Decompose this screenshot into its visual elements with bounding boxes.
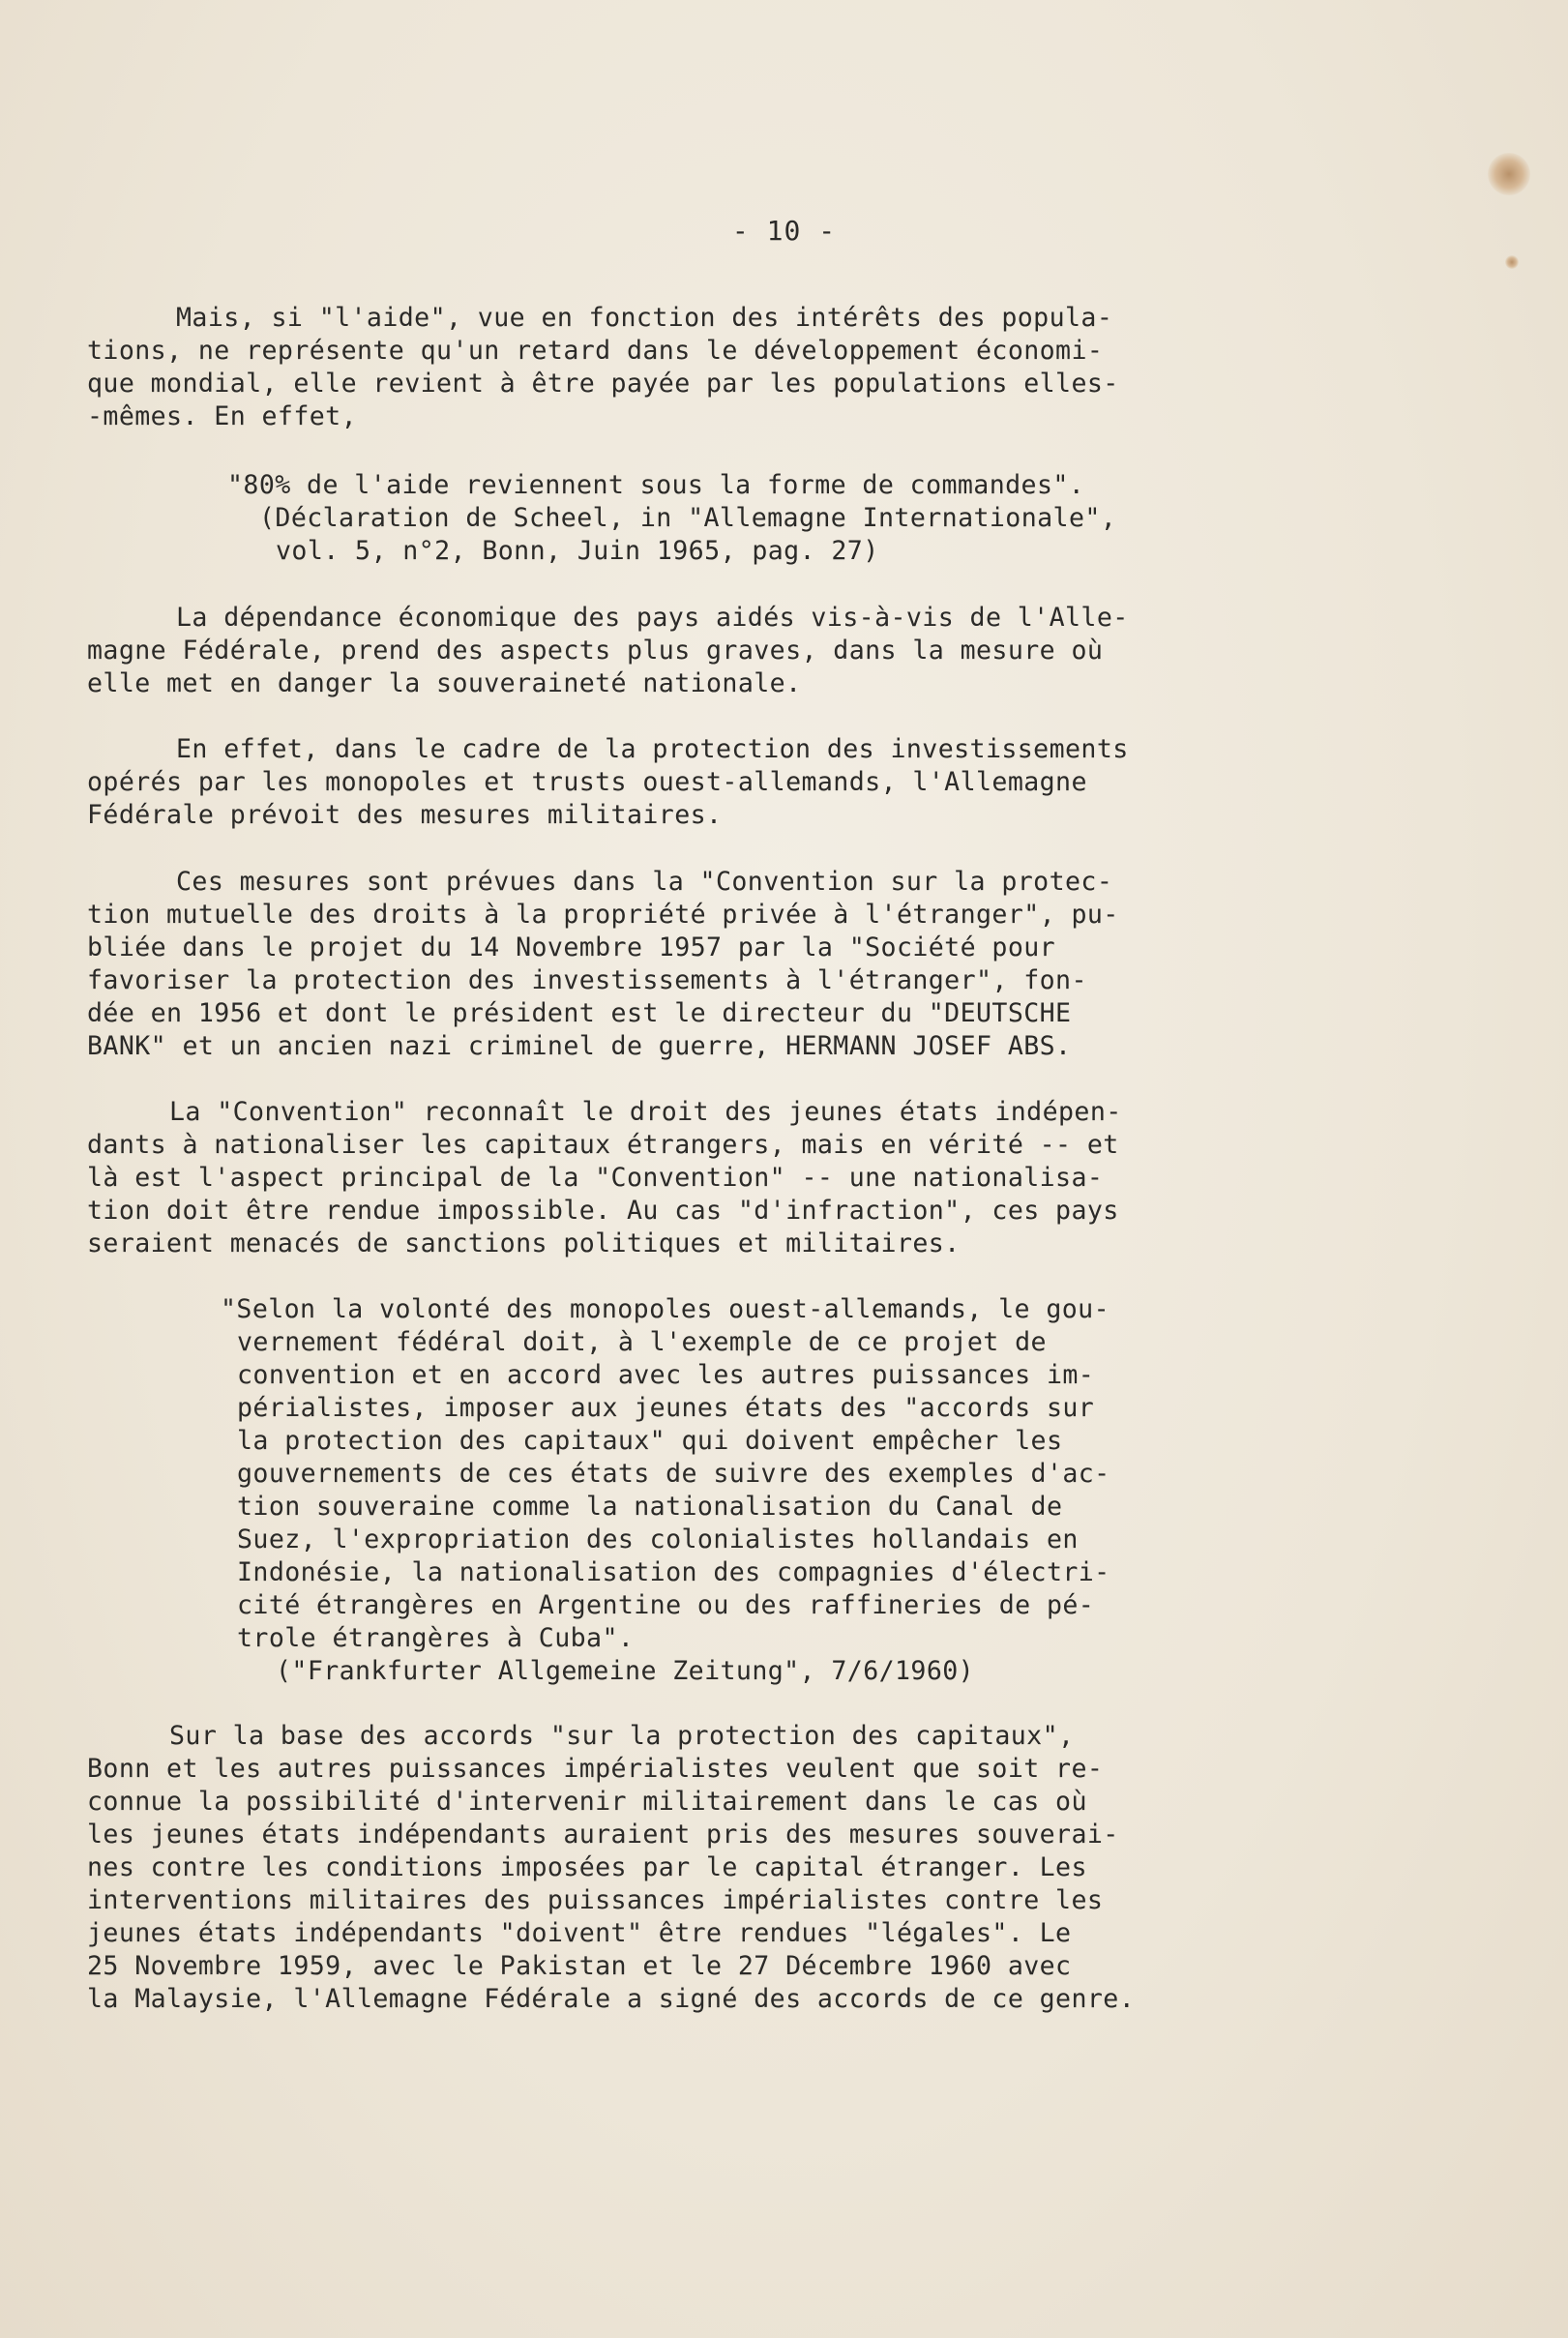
- text-line: La dépendance économique des pays aidés vis-à-vis de l'Alle-: [176, 603, 1129, 633]
- text-line: tions, ne représente qu'un retard dans le développement économi-: [87, 336, 1104, 366]
- quotation: [0, 469, 1568, 568]
- text-line: les jeunes états indépendants auraient pris des mesures souverai-: [87, 1820, 1119, 1850]
- text-line: que mondial, elle revient à être payée par les populations elles-: [87, 369, 1119, 399]
- quotation: [0, 1293, 1568, 1688]
- text-line: cité étrangères en Argentine ou des raffineries de pé-: [237, 1590, 1095, 1620]
- text-line: magne Fédérale, prend des aspects plus graves, dans la mesure où: [87, 636, 1104, 666]
- paper-stain: [1505, 255, 1519, 269]
- text-line: Ces mesures sont prévues dans la "Convention sur la protec-: [176, 867, 1113, 897]
- text-line: nes contre les conditions imposées par le capital étranger. Les: [87, 1852, 1087, 1882]
- text-line: opérés par les monopoles et trusts ouest-allemands, l'Allemagne: [87, 767, 1087, 797]
- text-line: favoriser la protection des investissements à l'étranger", fon-: [87, 965, 1087, 995]
- text-line: gouvernements de ces états de suivre des exemples d'ac-: [237, 1459, 1110, 1489]
- text-line: convention et en accord avec les autres puissances im-: [237, 1360, 1095, 1390]
- text-line: Sur la base des accords "sur la protection des capitaux",: [169, 1721, 1075, 1751]
- text-line: Fédérale prévoit des mesures militaires.: [87, 800, 723, 830]
- text-line: tion souveraine comme la nationalisation du Canal de: [237, 1492, 1063, 1522]
- text-line: -mêmes. En effet,: [87, 401, 357, 431]
- text-line: BANK" et un ancien nazi criminel de guerre, HERMANN JOSEF ABS.: [87, 1031, 1072, 1061]
- paragraph: [0, 1720, 1568, 2016]
- quote-citation: vol. 5, n°2, Bonn, Juin 1965, pag. 27): [276, 536, 879, 566]
- paragraph: [0, 733, 1568, 832]
- text-line: la protection des capitaux" qui doivent empêcher les: [237, 1426, 1063, 1456]
- text-line: la Malaysie, l'Allemagne Fédérale a signé des accords de ce genre.: [87, 1984, 1136, 2014]
- text-line: interventions militaires des puissances impérialistes contre les: [87, 1885, 1104, 1915]
- text-line: tion doit être rendue impossible. Au cas "d'infraction", ces pays: [87, 1196, 1119, 1226]
- text-line: "Selon la volonté des monopoles ouest-allemands, le gou-: [221, 1294, 1110, 1324]
- text-line: dée en 1956 et dont le président est le directeur du "DEUTSCHE: [87, 998, 1072, 1028]
- text-line: là est l'aspect principal de la "Convention" -- une nationalisa-: [87, 1163, 1104, 1193]
- page-number: - 10 -: [731, 215, 837, 247]
- text-line: périalistes, imposer aux jeunes états des "accords sur: [237, 1393, 1095, 1423]
- text-line: vernement fédéral doit, à l'exemple de ce projet de: [237, 1327, 1047, 1357]
- text-line: tion mutuelle des droits à la propriété privée à l'étranger", pu-: [87, 900, 1119, 930]
- text-line: bliée dans le projet du 14 Novembre 1957 par la "Société pour: [87, 932, 1056, 962]
- text-line: Indonésie, la nationalisation des compagnies d'électri-: [237, 1557, 1110, 1587]
- text-line: "80% de l'aide reviennent sous la forme de commandes".: [227, 470, 1085, 500]
- text-line: dants à nationaliser les capitaux étrangers, mais en vérité -- et: [87, 1130, 1119, 1160]
- text-line: 25 Novembre 1959, avec le Pakistan et le 27 Décembre 1960 avec: [87, 1951, 1072, 1981]
- quote-citation: ("Frankfurter Allgemeine Zeitung", 7/6/1960): [276, 1656, 975, 1686]
- paragraph: [0, 866, 1568, 1063]
- paragraph: [0, 1096, 1568, 1260]
- text-line: Mais, si "l'aide", vue en fonction des intérêts des popula-: [176, 303, 1113, 333]
- text-line: connue la possibilité d'intervenir militairement dans le cas où: [87, 1787, 1087, 1817]
- text-line: elle met en danger la souveraineté nationale.: [87, 668, 802, 698]
- paragraph: [0, 302, 1568, 433]
- text-line: seraient menacés de sanctions politiques et militaires.: [87, 1228, 961, 1258]
- text-line: (Déclaration de Scheel, in "Allemagne Internationale",: [259, 503, 1117, 533]
- text-line: Bonn et les autres puissances impérialistes veulent que soit re-: [87, 1754, 1104, 1784]
- paper-stain: [1488, 153, 1530, 195]
- paragraph: [0, 602, 1568, 700]
- text-line: jeunes états indépendants "doivent" être rendues "légales". Le: [87, 1918, 1072, 1948]
- text-line: En effet, dans le cadre de la protection des investissements: [176, 734, 1129, 764]
- text-line: La "Convention" reconnaît le droit des jeunes états indépen-: [169, 1097, 1122, 1127]
- text-line: trole étrangères à Cuba".: [237, 1623, 635, 1653]
- text-line: Suez, l'expropriation des colonialistes hollandais en: [237, 1524, 1079, 1554]
